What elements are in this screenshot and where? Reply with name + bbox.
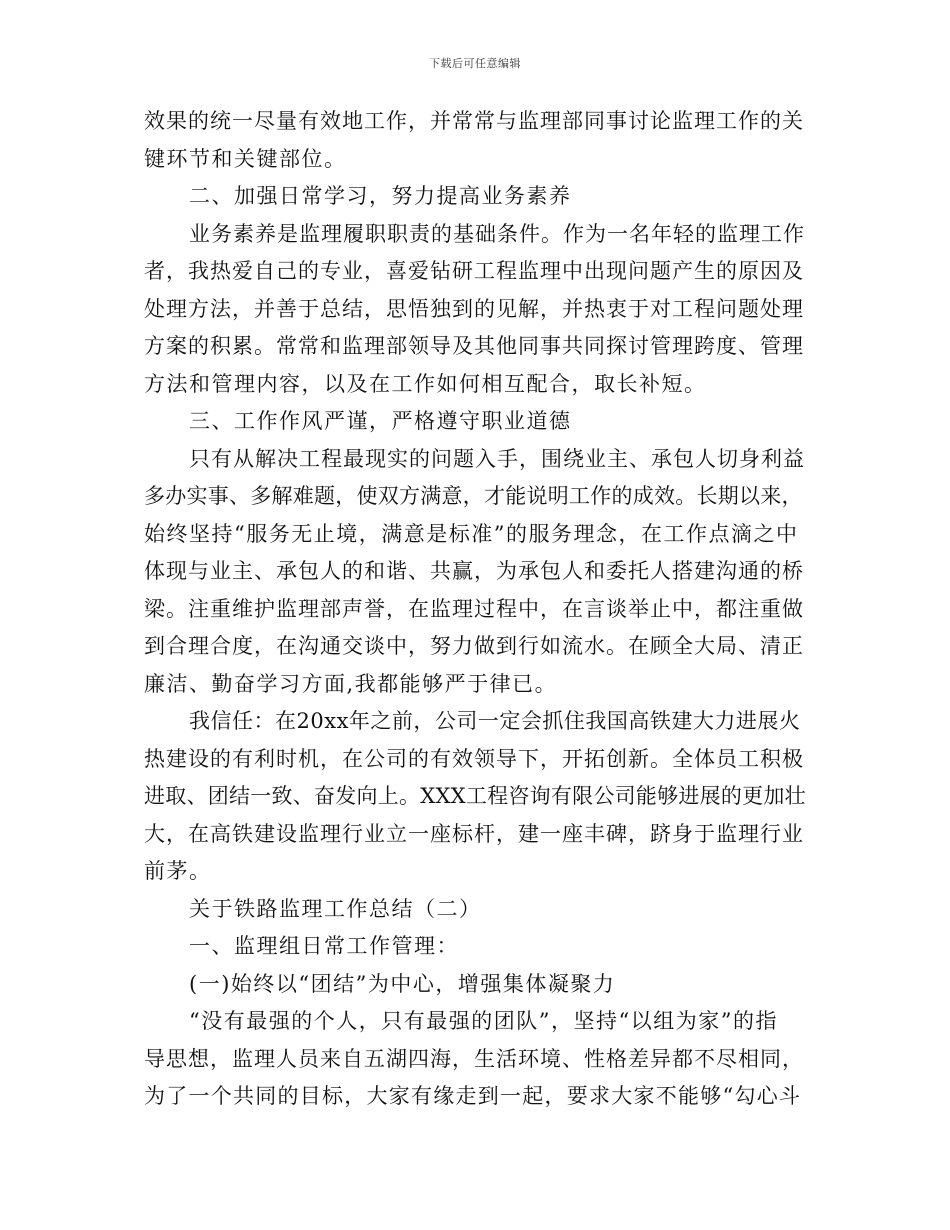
- text-line: 始终坚持“服务无止境，满意是标准”的服务理念，在工作点滴之中: [144, 521, 799, 546]
- text-line: 到合理合度，在沟通交谈中，努力做到行如流水。在顾全大局、清正: [144, 634, 804, 658]
- text-line: 一、监理组日常工作管理：: [189, 934, 459, 958]
- text-line: 导思想，监理人员来自五湖四海，生活环境、性格差异都不尽相同，: [144, 1046, 804, 1071]
- page-header: 下载后可任意编辑: [429, 57, 521, 70]
- text-line: 热建设的有利时机，在公司的有效领导下，开拓创新。全体员工积极: [144, 746, 804, 771]
- text-line: “没有最强的个人，只有最强的团队”，坚持“以组为家”的指: [189, 1009, 778, 1033]
- text-line: 方法和管理内容，以及在工作如何相互配合，取长补短。: [144, 371, 707, 396]
- text-line: 者，我热爱自己的专业，喜爱钻研工程监理中出现问题产生的原因及: [144, 259, 804, 283]
- text-line: 大，在高铁建设监理行业立一座标杆，建一座丰碑，跻身于监理行业: [144, 821, 804, 846]
- text-line: 方案的积累。常常和监理部领导及其他同事共同探讨管理跨度、管理: [144, 334, 804, 358]
- text-line: 三、工作作风严谨，严格遵守职业道德: [189, 409, 572, 433]
- text-line: 业务素养是监理履职职责的基础条件。作为一名年轻的监理工作: [189, 221, 805, 246]
- text-line: (一)始终以“团结”为中心，增强集体凝聚力: [189, 971, 616, 996]
- text-line: 处理方法，并善于总结，思悟独到的见解，并热衷于对工程问题处理: [144, 296, 804, 321]
- text-line: 廉洁、勤奋学习方面,我都能够严于律已。: [144, 671, 558, 696]
- text-line: 二、加强日常学习，努力提高业务素养: [189, 184, 572, 208]
- text-line: 多办实事、多解难题，使双方满意，才能说明工作的成效。长期以来，: [144, 484, 803, 508]
- text-line: 进取、团结一致、奋发向上。XXX工程咨询有限公司能够进展的更加壮: [144, 784, 806, 808]
- text-line: 为了一个共同的目标，大家有缘走到一起，要求大家不能够“勾心斗: [144, 1084, 802, 1108]
- text-line: 体现与业主、承包人的和谐、共赢，为承包人和委托人搭建沟通的桥: [144, 559, 804, 583]
- text-line: 我信任：在20xx年之前，公司一定会抓住我国高铁建大力进展火: [189, 709, 801, 733]
- document-body: [144, 103, 806, 1116]
- text-line: 前茅。: [144, 859, 212, 883]
- text-line: 梁。注重维护监理部声誉，在监理过程中，在言谈举止中，都注重做: [144, 596, 804, 621]
- text-line: 键环节和关键部位。: [144, 146, 347, 171]
- text-line: 效果的统一尽量有效地工作，并常常与监理部同事讨论监理工作的关: [144, 109, 804, 133]
- text-line: 只有从解决工程最现实的问题入手，围绕业主、承包人切身利益: [189, 446, 805, 471]
- text-line: 关于铁路监理工作总结（二）: [189, 896, 482, 921]
